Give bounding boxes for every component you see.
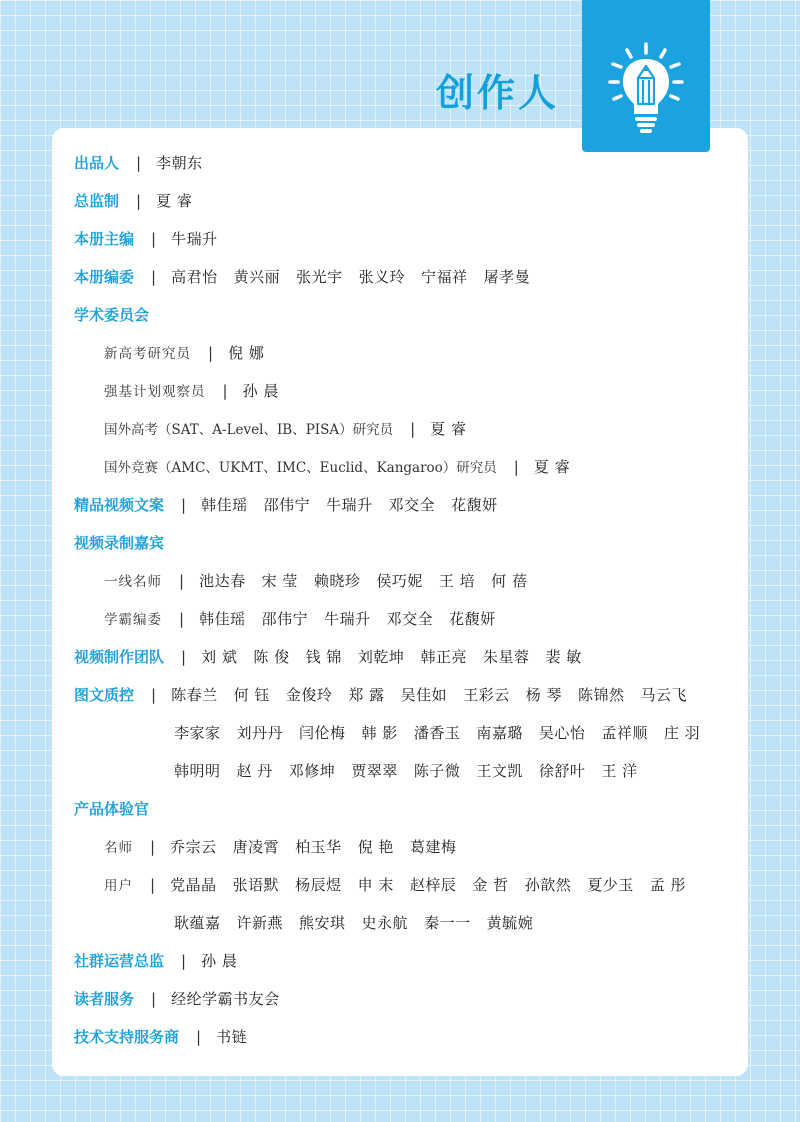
name: 吴佳如	[400, 686, 448, 704]
name: 赵 丹	[236, 762, 273, 780]
separator: |	[151, 990, 157, 1008]
group-names	[199, 572, 543, 590]
separator: |	[208, 344, 214, 362]
editors-row	[74, 264, 546, 290]
member-role: 国外竞赛（AMC、UKMT、IMC、Euclid、Kangaroo）研究员	[104, 460, 497, 476]
name: 郑 露	[348, 686, 385, 704]
lightbulb-pencil-icon	[582, 0, 710, 152]
name: 夏少玉	[587, 876, 634, 894]
name: 刘 斌	[201, 648, 238, 666]
separator: |	[179, 610, 185, 628]
name: 许新燕	[236, 914, 284, 932]
name: 韩佳瑶	[199, 610, 246, 628]
video-team-label: 视频制作团队	[74, 648, 165, 666]
separator: |	[150, 876, 156, 894]
video-guests-row	[74, 530, 164, 556]
member-role: 国外高考（SAT、A-Level、IB、PISA）研究员	[104, 422, 394, 438]
group-role: 一线名师	[104, 574, 162, 590]
name: 金 哲	[472, 876, 509, 894]
product-experience-group-row	[104, 834, 472, 860]
name: 屠孝曼	[483, 268, 531, 286]
name: 倪 艳	[357, 838, 394, 856]
community-ops-value: 孙 晨	[201, 952, 238, 970]
chief-editor-value: 牛瑞升	[171, 230, 218, 248]
name: 柏玉华	[295, 838, 342, 856]
name: 陈春兰	[171, 686, 218, 704]
academic-member-row	[104, 454, 570, 480]
name: 牛瑞升	[326, 496, 373, 514]
name: 党晶晶	[170, 876, 217, 894]
name: 宋 莹	[261, 572, 298, 590]
name: 王文凯	[476, 762, 523, 780]
tech-support-row	[74, 1024, 247, 1050]
name: 何 蓓	[491, 572, 528, 590]
quality-control-names	[174, 762, 654, 780]
name: 张光宇	[296, 268, 343, 286]
director-row	[74, 188, 192, 214]
name: 乔宗云	[170, 838, 217, 856]
group-names	[170, 876, 686, 894]
community-ops-row	[74, 948, 237, 974]
group-role: 名师	[104, 840, 133, 856]
name: 钱 锦	[305, 648, 342, 666]
name: 闫伦梅	[299, 724, 346, 742]
chief-editor-row	[74, 226, 218, 252]
tech-support-value: 书链	[216, 1028, 248, 1046]
quality-control-names	[174, 724, 700, 742]
name: 邵伟宁	[263, 496, 311, 514]
name: 徐舒叶	[538, 762, 586, 780]
separator: |	[151, 268, 157, 286]
name: 高君怡	[171, 268, 218, 286]
name: 黄兴丽	[233, 268, 281, 286]
name: 李家家	[174, 724, 221, 742]
name: 张义玲	[358, 268, 406, 286]
name: 刘丹丹	[236, 724, 284, 742]
video-team-names	[201, 648, 598, 666]
name: 葛建梅	[409, 838, 457, 856]
name: 杨 琴	[525, 686, 562, 704]
separator: |	[179, 572, 185, 590]
editors-label: 本册编委	[74, 268, 135, 286]
name: 孙歆然	[524, 876, 572, 894]
separator: |	[196, 1028, 202, 1046]
separator: |	[222, 382, 228, 400]
academic-member-row	[104, 416, 466, 442]
editors-names	[171, 268, 546, 286]
name: 南嘉璐	[476, 724, 523, 742]
page-title: 创作人	[436, 71, 560, 115]
academic-member-row	[104, 378, 279, 404]
name: 金俊玲	[285, 686, 333, 704]
separator: |	[151, 230, 157, 248]
name: 马云飞	[640, 686, 688, 704]
reader-service-row	[74, 986, 280, 1012]
name: 陈 俊	[253, 648, 290, 666]
member-name: 倪 娜	[228, 344, 265, 362]
name: 赵梓辰	[409, 876, 457, 894]
name: 陈锦然	[577, 686, 625, 704]
name: 陈子微	[413, 762, 461, 780]
name: 庄 羽	[663, 724, 701, 742]
quality-control-row	[74, 682, 687, 708]
name: 唐凌霄	[232, 838, 280, 856]
name: 申 末	[357, 876, 394, 894]
director-value: 夏 睿	[156, 192, 193, 210]
name: 侯巧妮	[376, 572, 423, 590]
name: 韩 影	[361, 724, 398, 742]
group-names	[199, 610, 512, 628]
member-name: 夏 睿	[430, 420, 467, 438]
name: 吴心怡	[538, 724, 586, 742]
name: 池达春	[199, 572, 246, 590]
name: 王 洋	[601, 762, 638, 780]
separator: |	[513, 458, 519, 476]
name: 孟祥顺	[601, 724, 648, 742]
separator: |	[181, 648, 187, 666]
name: 孟 彤	[649, 876, 686, 894]
name: 张语默	[232, 876, 280, 894]
name: 杨辰煜	[295, 876, 342, 894]
name: 韩正亮	[420, 648, 467, 666]
quality-control-continuation	[174, 758, 654, 784]
separator: |	[150, 838, 156, 856]
separator: |	[136, 154, 142, 172]
member-name: 孙 晨	[242, 382, 279, 400]
group-role: 用户	[104, 878, 133, 894]
name: 花馥妍	[449, 610, 496, 628]
separator: |	[410, 420, 416, 438]
name: 裴 敏	[545, 648, 582, 666]
header-icon-tab	[582, 0, 710, 152]
video-copy-label: 精品视频文案	[74, 496, 165, 514]
name: 贾翠翠	[351, 762, 398, 780]
separator: |	[181, 496, 187, 514]
video-guests-label: 视频录制嘉宾	[74, 534, 165, 552]
name: 秦一一	[424, 914, 471, 932]
name: 朱星蓉	[482, 648, 530, 666]
name: 何 钰	[233, 686, 270, 704]
product-experience-label: 产品体验官	[74, 800, 150, 818]
product-experience-continuation	[174, 910, 549, 936]
name: 潘香玉	[413, 724, 461, 742]
name: 牛瑞升	[324, 610, 371, 628]
academic-committee-label: 学术委员会	[74, 306, 150, 324]
name: 王 培	[438, 572, 476, 590]
separator: |	[151, 686, 157, 704]
chief-editor-label: 本册主编	[74, 230, 135, 248]
name: 王彩云	[463, 686, 510, 704]
video-guests-group-row	[104, 606, 512, 632]
community-ops-label: 社群运营总监	[74, 952, 165, 970]
name: 花馥妍	[451, 496, 498, 514]
name: 邓交全	[388, 496, 436, 514]
separator: |	[136, 192, 142, 210]
group-role: 学霸编委	[104, 612, 162, 628]
name: 韩明明	[174, 762, 221, 780]
member-role: 新高考研究员	[104, 346, 191, 362]
video-copy-row	[74, 492, 514, 518]
tech-support-label: 技术支持服务商	[74, 1028, 180, 1046]
member-name: 夏 睿	[533, 458, 571, 476]
quality-control-continuation	[174, 720, 700, 746]
product-experience-group-row	[104, 872, 686, 898]
name: 韩佳瑶	[201, 496, 248, 514]
producer-row	[74, 150, 203, 176]
video-copy-names	[201, 496, 514, 514]
video-team-row	[74, 644, 598, 670]
name: 刘乾坤	[357, 648, 405, 666]
quality-control-label: 图文质控	[74, 686, 135, 704]
reader-service-label: 读者服务	[74, 990, 135, 1008]
group-names	[174, 914, 549, 932]
member-role: 强基计划观察员	[104, 384, 206, 400]
director-label: 总监制	[74, 192, 120, 210]
producer-value: 李朝东	[156, 154, 203, 172]
name: 耿蕴嘉	[174, 914, 221, 932]
group-names	[170, 838, 472, 856]
video-guests-group-row	[104, 568, 543, 594]
name: 邵伟宁	[261, 610, 309, 628]
name: 史永航	[361, 914, 409, 932]
name: 赖晓珍	[313, 572, 361, 590]
separator: |	[181, 952, 187, 970]
academic-committee-row	[74, 302, 149, 328]
name: 邓交全	[386, 610, 434, 628]
name: 邓修坤	[288, 762, 336, 780]
name: 宁福祥	[421, 268, 468, 286]
producer-label: 出品人	[74, 154, 120, 172]
reader-service-value: 经纶学霸书友会	[171, 990, 280, 1008]
academic-member-row	[104, 340, 264, 366]
quality-control-names	[171, 686, 687, 704]
product-experience-row	[74, 796, 149, 822]
name: 熊安琪	[299, 914, 346, 932]
name: 黄毓婉	[486, 914, 534, 932]
